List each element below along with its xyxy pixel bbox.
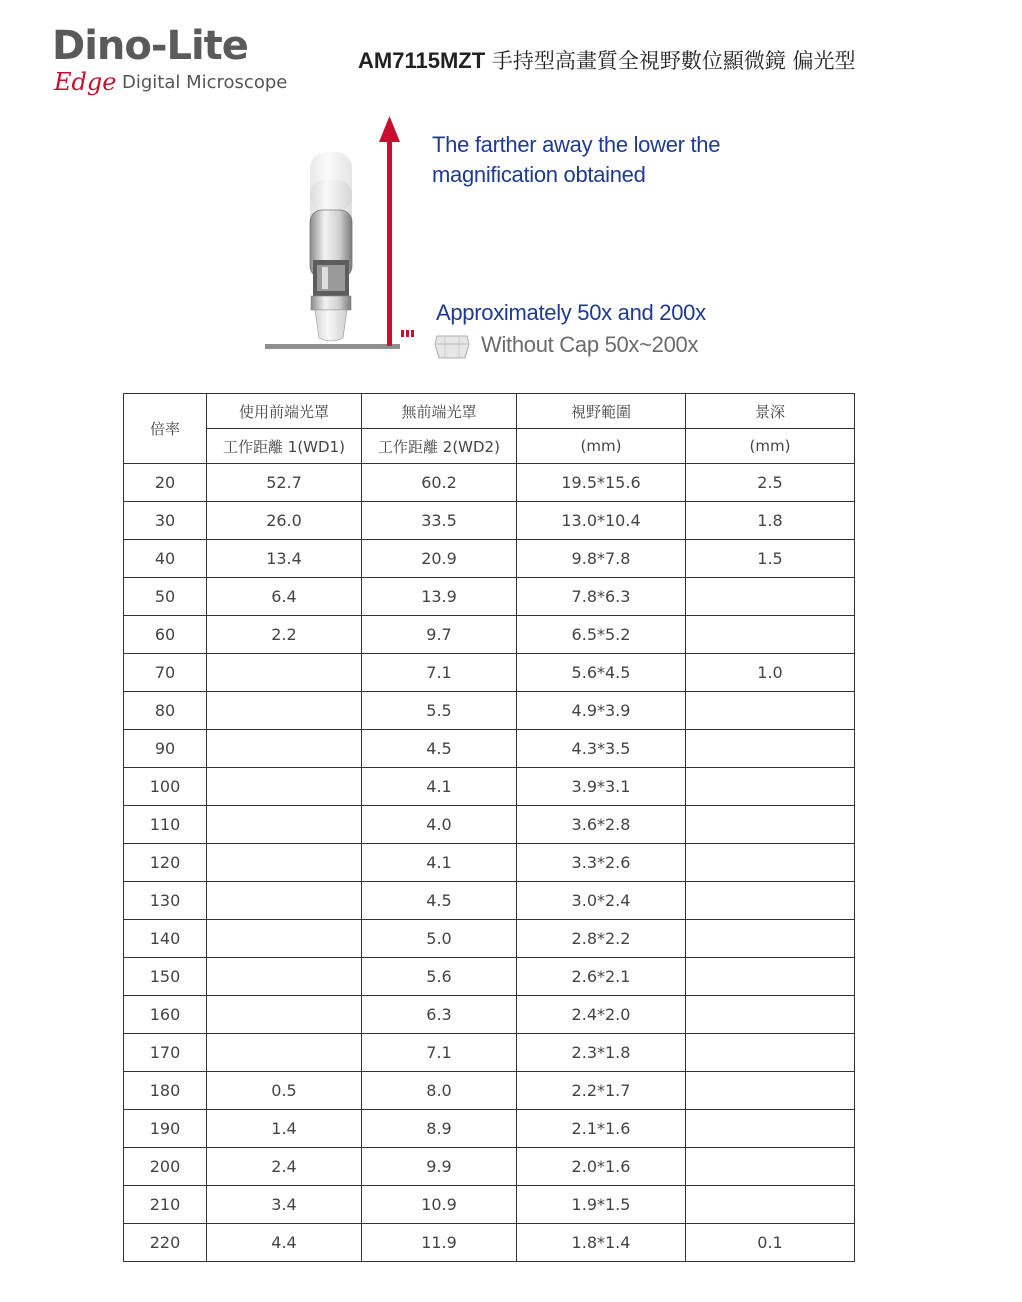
dof-cell [686,616,855,654]
fov-cell: 1.9*1.5 [517,1186,686,1224]
table-row [124,844,855,882]
wd2-cell: 5.5 [362,692,517,730]
dof-cell [686,920,855,958]
fov-cell: 4.9*3.9 [517,692,686,730]
fov-cell: 3.9*3.1 [517,768,686,806]
dof-cell [686,806,855,844]
fov-cell: 6.5*5.2 [517,616,686,654]
dof-cell [686,1186,855,1224]
table-row [124,996,855,1034]
table-row [124,1034,855,1072]
table-header-row-2 [124,429,855,464]
table-row [124,578,855,616]
fov-cell: 3.6*2.8 [517,806,686,844]
magnification-cell: 90 [124,730,207,768]
magnification-cell: 30 [124,502,207,540]
wd2-cell: 4.5 [362,730,517,768]
wd1-cell [207,730,362,768]
wd1-cell: 13.4 [207,540,362,578]
table-row [124,1186,855,1224]
header-wd1-line2: 工作距離 1(WD1) [207,429,362,464]
wd1-cell [207,958,362,996]
wd2-cell: 9.7 [362,616,517,654]
magnification-cell: 40 [124,540,207,578]
dof-cell [686,1110,855,1148]
wd1-cell: 3.4 [207,1186,362,1224]
table-row [124,616,855,654]
caption-farther-line2: magnification obtained [432,162,646,187]
table-row [124,692,855,730]
fov-cell: 7.8*6.3 [517,578,686,616]
wd2-cell: 33.5 [362,502,517,540]
header-wd1-line1: 使用前端光罩 [207,394,362,429]
magnification-cell: 50 [124,578,207,616]
wd1-cell [207,882,362,920]
magnification-spec-table [123,393,855,1262]
wd2-cell: 10.9 [362,1186,517,1224]
wd2-cell: 8.9 [362,1110,517,1148]
magnification-cell: 210 [124,1186,207,1224]
table-row [124,1072,855,1110]
dof-cell: 1.5 [686,540,855,578]
table-row [124,464,855,502]
table-row [124,920,855,958]
logo-edge-text: Edge [54,68,117,96]
wd1-cell: 4.4 [207,1224,362,1262]
wd2-cell: 5.0 [362,920,517,958]
wd2-cell: 20.9 [362,540,517,578]
caption-without-cap: Without Cap 50x~200x [481,332,699,357]
working-distance-figure [255,110,775,370]
table-row [124,1224,855,1262]
dof-cell [686,882,855,920]
header-dof-line2: (mm) [686,429,855,464]
header-fov-line2: (mm) [517,429,686,464]
wd1-cell [207,844,362,882]
wd1-cell: 2.2 [207,616,362,654]
product-description: 手持型高畫質全視野數位顯微鏡 偏光型 [491,49,856,73]
dof-cell: 2.5 [686,464,855,502]
magnification-cell: 20 [124,464,207,502]
table-row [124,540,855,578]
fov-cell: 5.6*4.5 [517,654,686,692]
fov-cell: 3.3*2.6 [517,844,686,882]
dof-cell: 1.8 [686,502,855,540]
header-dof-line1: 景深 [686,394,855,429]
dof-cell [686,692,855,730]
magnification-cell: 180 [124,1072,207,1110]
caption-farther-line1: The farther away the lower the [432,132,721,157]
wd1-cell [207,1034,362,1072]
fov-cell: 2.0*1.6 [517,1148,686,1186]
wd1-cell: 6.4 [207,578,362,616]
dof-cell [686,578,855,616]
wd2-cell: 9.9 [362,1148,517,1186]
wd2-cell: 4.1 [362,844,517,882]
wd2-cell: 60.2 [362,464,517,502]
wd2-cell: 4.0 [362,806,517,844]
wd1-cell [207,654,362,692]
table-row [124,502,855,540]
brand-logo [52,24,292,104]
wd2-cell: 6.3 [362,996,517,1034]
fov-cell: 2.3*1.8 [517,1034,686,1072]
fov-cell: 2.1*1.6 [517,1110,686,1148]
fov-cell: 13.0*10.4 [517,502,686,540]
model-number: AM7115MZT [358,48,486,73]
table-row [124,882,855,920]
magnification-cell: 170 [124,1034,207,1072]
magnification-cell: 150 [124,958,207,996]
table-row [124,768,855,806]
logo-subtitle: Digital Microscope [122,72,288,93]
wd1-cell: 52.7 [207,464,362,502]
dof-cell [686,1072,855,1110]
magnification-cell: 190 [124,1110,207,1148]
wd1-cell: 1.4 [207,1110,362,1148]
header-wd2-line2: 工作距離 2(WD2) [362,429,517,464]
dof-cell [686,996,855,1034]
fov-cell: 1.8*1.4 [517,1224,686,1262]
dof-cell [686,768,855,806]
table-row [124,1148,855,1186]
magnification-cell: 200 [124,1148,207,1186]
stage-surface [265,344,400,349]
table-header-row-1 [124,394,855,429]
wd2-cell: 4.5 [362,882,517,920]
dof-cell [686,1148,855,1186]
table-row [124,806,855,844]
wd1-cell: 2.4 [207,1148,362,1186]
dof-cell [686,730,855,768]
wd1-cell: 0.5 [207,1072,362,1110]
fov-cell: 2.8*2.2 [517,920,686,958]
direction-arrow [379,116,414,346]
fov-cell: 19.5*15.6 [517,464,686,502]
wd2-cell: 8.0 [362,1072,517,1110]
wd1-cell [207,920,362,958]
dof-cell [686,1034,855,1072]
wd1-cell [207,806,362,844]
fov-cell: 2.2*1.7 [517,1072,686,1110]
magnification-cell: 110 [124,806,207,844]
wd2-cell: 4.1 [362,768,517,806]
magnification-cell: 130 [124,882,207,920]
magnification-cell: 220 [124,1224,207,1262]
wd1-cell [207,768,362,806]
dof-cell: 1.0 [686,654,855,692]
fov-cell: 9.8*7.8 [517,540,686,578]
page-title [358,44,998,78]
magnification-cell: 120 [124,844,207,882]
dof-cell: 0.1 [686,1224,855,1262]
magnification-cell: 70 [124,654,207,692]
wd2-cell: 7.1 [362,1034,517,1072]
wd1-cell: 26.0 [207,502,362,540]
logo-brand-text: Dino-Lite [52,23,248,69]
wd1-cell [207,996,362,1034]
magnification-cell: 60 [124,616,207,654]
fov-cell: 2.6*2.1 [517,958,686,996]
fov-cell: 3.0*2.4 [517,882,686,920]
table-row [124,1110,855,1148]
table-row [124,730,855,768]
header-wd2-line1: 無前端光罩 [362,394,517,429]
magnification-cell: 100 [124,768,207,806]
table-row [124,654,855,692]
fov-cell: 2.4*2.0 [517,996,686,1034]
fov-cell: 4.3*3.5 [517,730,686,768]
table-row [124,958,855,996]
lens-cap-icon [435,336,469,358]
header-fov-line1: 視野範圍 [517,394,686,429]
dof-cell [686,958,855,996]
table-body [124,464,855,1262]
wd2-cell: 7.1 [362,654,517,692]
microscope-body [310,210,352,341]
caption-approx-range: Approximately 50x and 200x [436,300,706,325]
magnification-cell: 140 [124,920,207,958]
dof-cell [686,844,855,882]
wd2-cell: 11.9 [362,1224,517,1262]
magnification-cell: 80 [124,692,207,730]
wd1-cell [207,692,362,730]
header-magnification: 倍率 [124,394,207,464]
magnification-cell: 160 [124,996,207,1034]
wd2-cell: 13.9 [362,578,517,616]
wd2-cell: 5.6 [362,958,517,996]
